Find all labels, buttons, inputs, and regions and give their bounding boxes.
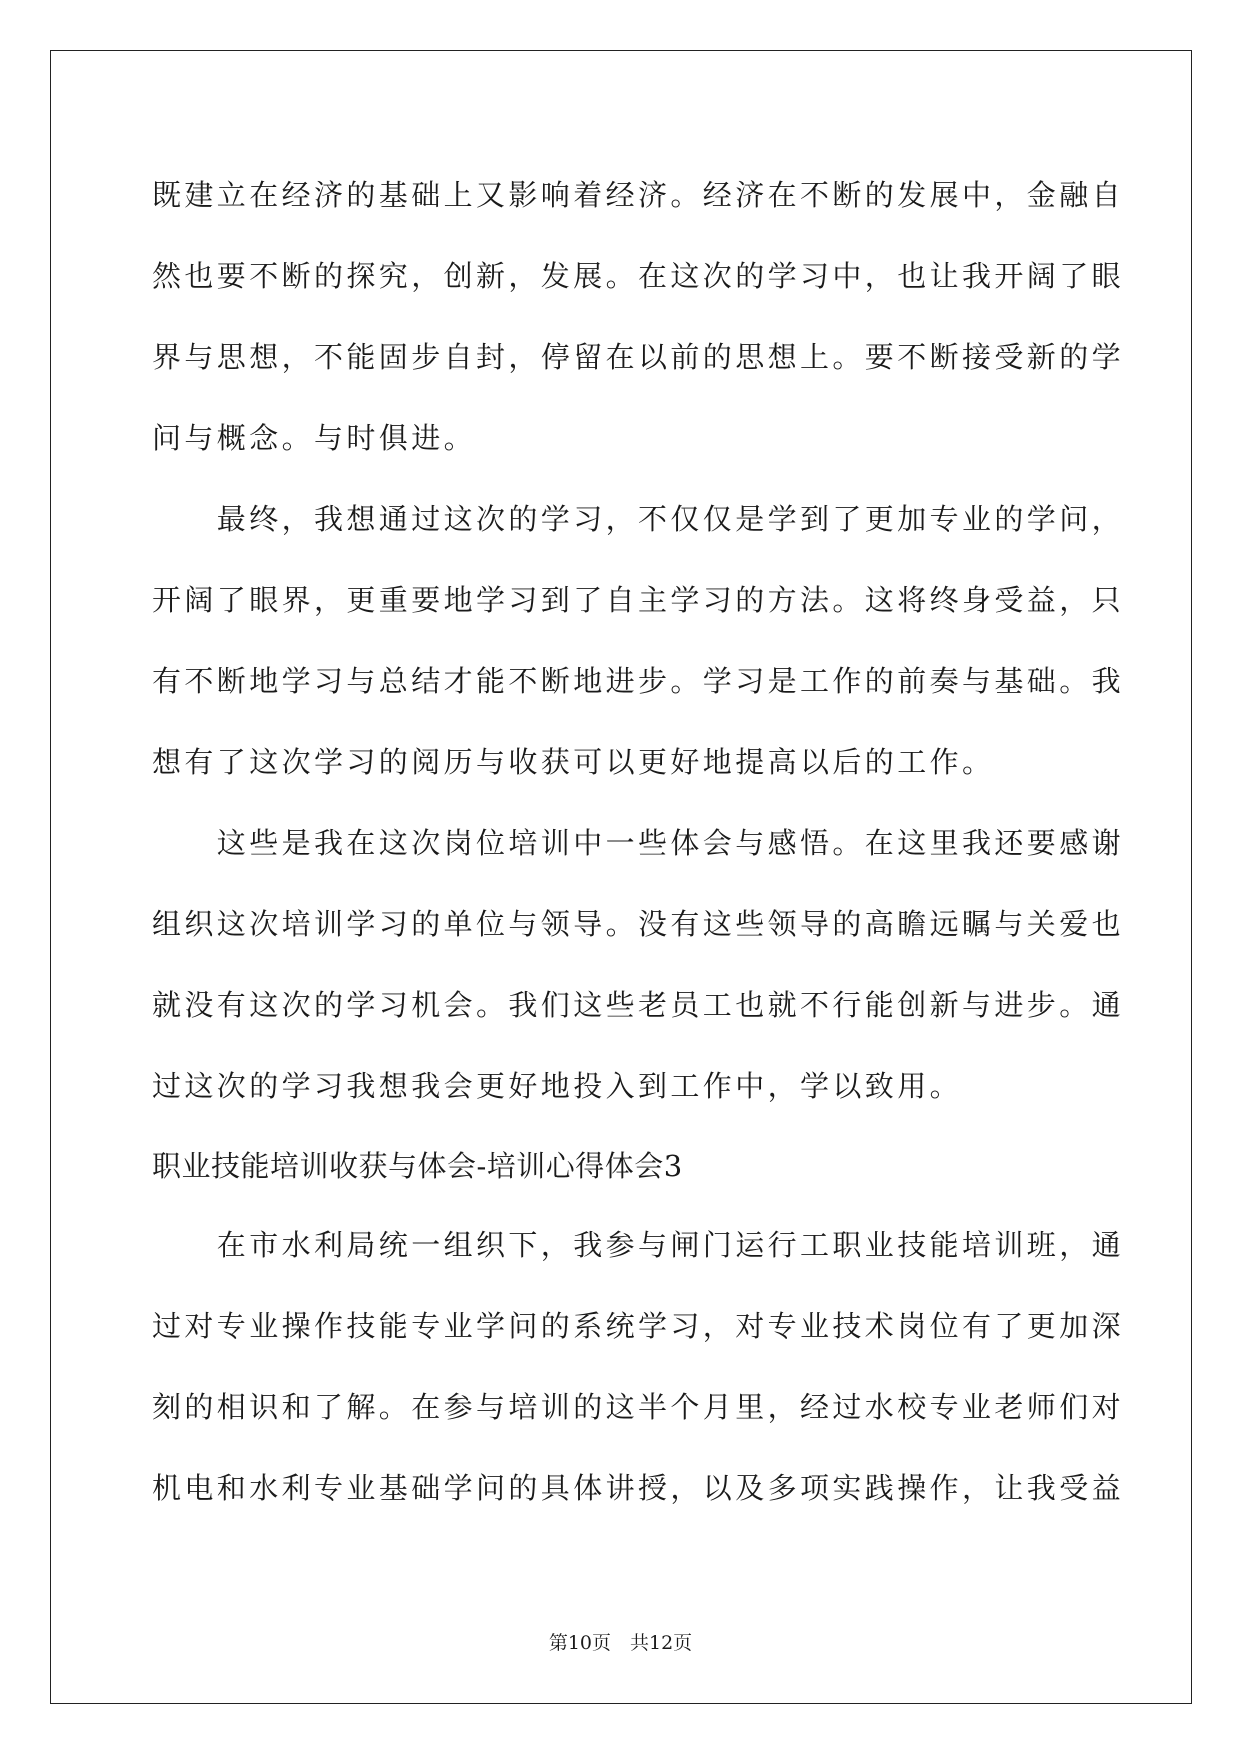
text-line: 开阔了眼界，更重要地学习到了自主学习的方法。这将终身受益，只 — [152, 583, 1125, 617]
document-body — [152, 155, 1125, 1529]
text-line: 想有了这次学习的阅历与收获可以更好地提高以后的工作。 — [152, 745, 995, 779]
section-heading: 职业技能培训收获与体会-培训心得体会3 — [152, 1149, 683, 1183]
text-line: 界与思想，不能固步自封，停留在以前的思想上。要不断接受新的学 — [152, 340, 1125, 374]
text-line: 刻的相识和了解。在参与培训的这半个月里，经过水校专业老师们对 — [152, 1390, 1125, 1424]
paragraph-3 — [152, 803, 1125, 1127]
text-line: 最终，我想通过这次的学习，不仅仅是学到了更加专业的学问， — [152, 502, 1125, 536]
paragraph-1 — [152, 155, 1125, 479]
text-line: 然也要不断的探究，创新，发展。在这次的学习中，也让我开阔了眼 — [152, 259, 1125, 293]
text-line: 组织这次培训学习的单位与领导。没有这些领导的高瞻远瞩与关爱也 — [152, 907, 1125, 941]
page-number-footer: 第10页 共12页 — [548, 1632, 693, 1654]
text-line: 既建立在经济的基础上又影响着经济。经济在不断的发展中，金融自 — [152, 178, 1125, 212]
paragraph-4 — [152, 1205, 1125, 1529]
text-line: 过对专业操作技能专业学问的系统学习，对专业技术岗位有了更加深 — [152, 1309, 1125, 1343]
text-line: 就没有这次的学习机会。我们这些老员工也就不行能创新与进步。通 — [152, 988, 1125, 1022]
text-line: 过这次的学习我想我会更好地投入到工作中，学以致用。 — [152, 1069, 963, 1103]
text-line: 机电和水利专业基础学问的具体讲授，以及多项实践操作，让我受益 — [152, 1471, 1125, 1505]
text-line: 有不断地学习与总结才能不断地进步。学习是工作的前奏与基础。我 — [152, 664, 1125, 698]
text-line: 在市水利局统一组织下，我参与闸门运行工职业技能培训班，通 — [152, 1228, 1125, 1262]
paragraph-2 — [152, 479, 1125, 803]
text-line: 问与概念。与时俱进。 — [152, 421, 477, 455]
text-line: 这些是我在这次岗位培训中一些体会与感悟。在这里我还要感谢 — [152, 826, 1125, 860]
